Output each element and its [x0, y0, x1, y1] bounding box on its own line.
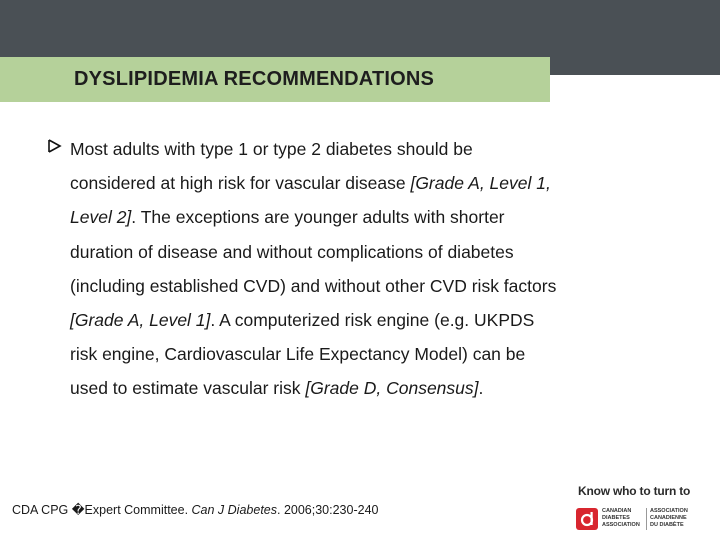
cda-mark-icon: [576, 508, 598, 530]
paragraph-line: Most adults with type 1 or type 2 diabetes should be: [70, 139, 473, 159]
recommendation-paragraph: [70, 132, 660, 406]
title-band: [0, 57, 550, 102]
paragraph-line: Level 2]. The exceptions are younger adults with shorter: [70, 207, 505, 228]
top-header-bar-extension: [550, 57, 720, 75]
arrow-bullet-icon: [48, 138, 62, 162]
paragraph-line: (including established CVD) and without other CVD risk factors: [70, 275, 557, 296]
paragraph-line: duration of disease and without complications of diabetes: [70, 241, 514, 262]
top-header-bar: [0, 0, 720, 57]
logo-tagline: Know who to turn to: [578, 484, 691, 498]
logo-divider: [646, 508, 647, 530]
citation: CDA CPG �Expert Committee. Can J Diabetes. 2006;30:230-240: [12, 503, 379, 517]
cda-logo: [576, 484, 716, 536]
org-name-french: ASSOCIATION CANADIENNE DU DIABÈTE: [650, 508, 688, 528]
paragraph-line: considered at high risk for vascular disease [Grade A, Level 1,: [70, 173, 551, 194]
org-name-english: CANADIAN DIABETES ASSOCIATION: [602, 508, 640, 528]
paragraph-line: [Grade A, Level 1]. A computerized risk engine (e.g. UKPDS: [70, 310, 535, 331]
slide-title: DYSLIPIDEMIA RECOMMENDATIONS: [74, 68, 435, 90]
paragraph-line: used to estimate vascular risk [Grade D, Consensus].: [70, 378, 484, 399]
paragraph-line: risk engine, Cardiovascular Life Expectancy Model) can be: [70, 344, 526, 365]
